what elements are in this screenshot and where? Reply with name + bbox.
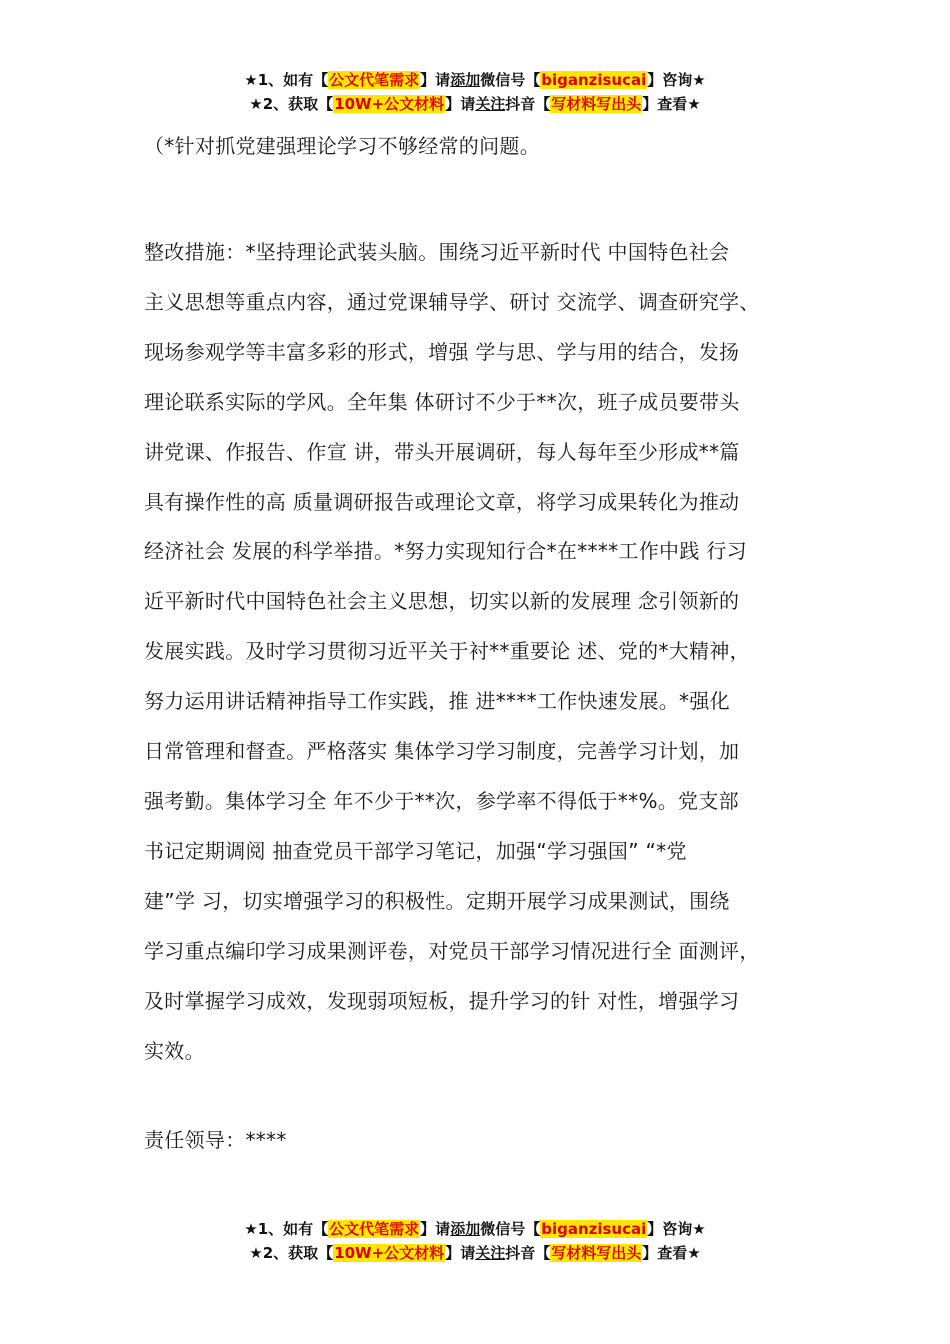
header-banner — [0, 68, 950, 116]
responsible-leader: 责任领导：**** — [144, 1128, 287, 1152]
banner-text: 】咨询★ — [647, 1220, 706, 1238]
highlight-materials: 10W+公文材料 — [334, 95, 445, 113]
banner-text: ★1、如有【 — [244, 1220, 329, 1238]
paragraph-line: 书记定期调阅 抽查党员干部学习笔记，加强“学习强国” “*党 — [144, 838, 687, 863]
paragraph-line: 具有操作性的高 质量调研报告或理论文章，将学习成果转化为推动 — [144, 489, 740, 514]
paragraph-line: 建”学 习，切实增强学习的积极性。定期开展学习成果测试，围绕 — [144, 888, 730, 913]
banner-text: 】请 — [420, 71, 451, 89]
paragraph-line: 经济社会 发展的科学举措。*努力实现知行合*在****工作中践 行习 — [144, 539, 747, 564]
highlight-service: 公文代笔需求 — [329, 1220, 420, 1238]
highlight-douyin: 写材料写出头 — [551, 1244, 642, 1262]
banner-text: 】查看★ — [642, 95, 701, 113]
banner-line-1 — [0, 1217, 950, 1241]
underlined-add: 添加 — [450, 71, 481, 89]
paragraph-line: 实效。 — [144, 1038, 205, 1063]
highlight-douyin: 写材料写出头 — [551, 95, 642, 113]
banner-text: 】查看★ — [642, 1244, 701, 1262]
banner-text: ★1、如有【 — [244, 71, 329, 89]
banner-text: 】请 — [445, 95, 476, 113]
paragraph-line: 努力运用讲话精神指导工作实践，推 进****工作快速发展。*强化 — [144, 689, 730, 714]
footer-banner — [0, 1217, 950, 1265]
banner-text: 微信号【 — [480, 71, 541, 89]
banner-line-2 — [0, 92, 950, 116]
paragraph-line: 理论联系实际的学风。全年集 体研讨不少于**次，班子成员要带头 — [144, 389, 740, 414]
banner-text: ★2、获取【 — [249, 95, 334, 113]
highlight-materials: 10W+公文材料 — [334, 1244, 445, 1262]
banner-text: 】请 — [420, 1220, 451, 1238]
paragraph-line: 学习重点编印学习成果测评卷，对党员干部学习情况进行全 面测评， — [144, 938, 760, 963]
paragraph-line: 发展实践。及时学习贯彻习近平关于衬**重要论 述、党的*大精神， — [144, 639, 750, 664]
highlight-service: 公文代笔需求 — [329, 71, 420, 89]
underlined-add: 添加 — [450, 1220, 481, 1238]
problem-statement: （*针对抓党建强理论学习不够经常的问题。 — [144, 134, 540, 158]
highlight-wechat-id: biganzisucai — [541, 71, 647, 89]
paragraph-line: 及时掌握学习成效，发现弱项短板，提升学习的针 对性，增强学习 — [144, 988, 740, 1013]
banner-text: 】咨询★ — [647, 71, 706, 89]
paragraph-line: 日常管理和督查。严格落实 集体学习学习制度，完善学习计划，加 — [144, 739, 740, 764]
paragraph-line: 强考勤。集体学习全 年不少于**次，参学率不得低于**%。党支部 — [144, 788, 739, 813]
underlined-follow: 关注 — [475, 95, 506, 113]
banner-line-2 — [0, 1241, 950, 1265]
banner-text: 抖音【 — [505, 95, 551, 113]
paragraph-line: 讲党课、作报告、作宣 讲，带头开展调研，每人每年至少形成**篇 — [144, 439, 740, 464]
banner-text: ★2、获取【 — [249, 1244, 334, 1262]
banner-text: 微信号【 — [480, 1220, 541, 1238]
paragraph-line: 近平新时代中国特色社会主义思想，切实以新的发展理 念引领新的 — [144, 589, 740, 614]
banner-text: 抖音【 — [505, 1244, 551, 1262]
underlined-follow: 关注 — [475, 1244, 506, 1262]
paragraph-line: 整改措施：*坚持理论武装头脑。围绕习近平新时代 中国特色社会 — [144, 240, 730, 264]
rectification-measures — [144, 228, 844, 1076]
banner-line-1 — [0, 68, 950, 92]
highlight-wechat-id: biganzisucai — [541, 1220, 647, 1238]
paragraph-line: 主义思想等重点内容，通过党课辅导学、研讨 交流学、调查研究学、 — [144, 289, 760, 314]
paragraph-line: 现场参观学等丰富多彩的形式，增强 学与思、学与用的结合，发扬 — [144, 339, 740, 364]
banner-text: 】请 — [445, 1244, 476, 1262]
